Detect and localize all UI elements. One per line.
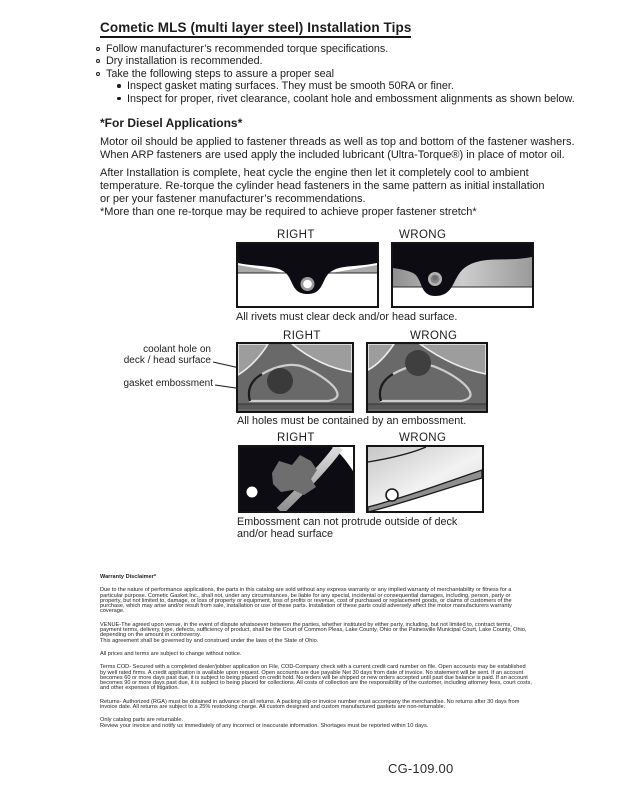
caption-line: and/or head surface — [237, 527, 334, 540]
embossment-right-diagram-image — [238, 445, 355, 513]
callout-line: coolant hole on — [143, 344, 211, 355]
venue-note: This agreement shall be governed by and construed under the laws of the State of Ohio. — [100, 637, 319, 644]
prices-paragraph: All prices and terms are subject to change without notice. — [100, 650, 242, 657]
tip-text: Inspect gasket mating surfaces. They must be smooth 50RA or finer. — [127, 80, 454, 93]
text-line: After Installation is complete, heat cycle the engine then let it completely cool to ambient — [100, 167, 529, 179]
review-invoice-note: Review your invoice and notify us immediately of any incorrect or inaccurate information. Shortages must be reported within 10 days. — [100, 722, 429, 729]
rivet-wrong-label: WRONG — [399, 229, 447, 241]
holes-right-diagram-image — [236, 342, 354, 413]
tip-sub-item — [117, 80, 575, 92]
holes-right-label: RIGHT — [283, 330, 321, 342]
filled-bullet-icon — [117, 84, 121, 88]
tip-sub-item — [117, 93, 575, 105]
open-bullet-icon — [96, 59, 100, 63]
warranty-disclaimer-heading: Warranty Disclaimer* — [100, 574, 157, 580]
diesel-paragraph-1 — [100, 136, 575, 162]
embossment-wrong-label: WRONG — [399, 432, 447, 444]
embossment-wrong-diagram-image — [366, 445, 484, 513]
terms-paragraph: Terms COD- Secured with a completed dealer/jobber application on File, COD-Company check with a current credit card number on file. Open accounts may be established by well rated firms. A credit application is available upon request. Open accounts are due payable Net 30 days from date of invoice. No statement will be sent. If an account becomes 60 or more days past due, it is subject to being placed on credit hold. No orders will be shipped or new orders accepted until past due balance is paid. If an account becomes 90 or more days past due, it is subject to being placed for collections. All costs of collection are the responsibility of the customer, including attorney fees, court costs, and other expenses of litigation. — [100, 664, 532, 692]
tip-item — [96, 43, 575, 55]
page-code: CG-109.00 — [388, 761, 454, 776]
open-bullet-icon — [96, 72, 100, 76]
open-bullet-icon — [96, 47, 100, 51]
text-line: When ARP fasteners are used apply the included lubricant (Ultra-Torque®) in place of motor oil. — [100, 149, 565, 162]
legal-fine-print — [100, 575, 533, 737]
tip-item — [96, 55, 575, 67]
holes-wrong-diagram-image — [366, 342, 488, 413]
returns-paragraph: Returns- Authorized (RGA) must be obtained in advance on all returns. A packing slip or invoice number must accompany the merchandise. No returns after 30 days from invoice date. All returns are subject to a 25% restocking charge. All custom designed and custom manufactured gaskets are non-returnable. — [100, 698, 520, 711]
filled-bullet-icon — [117, 97, 121, 101]
retorque-note: *More than one re-torque may be required to achieve proper fastener stretch* — [100, 206, 477, 218]
warranty-paragraph: Due to the nature of performance applications, the parts in this catalog are sold without any express warranty or any implied warranty of merchantability or fitness for a particular purpose. Cometic Gasket Inc., shall not, under any circumstances, be liable for any special, incidental or consequential damages, including, person, party or property, but not limited to, damage, or loss of property or equipment, loss of profits or revenue, cost of purchased or replacement goods, or claims of customers of the purchase, which may arise and/or result from sale, installation or use of these parts. Installation of these parts could adversely affect the motor manufacturers warranty coverage. — [100, 587, 512, 615]
diesel-paragraph-2 — [100, 167, 545, 207]
tip-text: Follow manufacturer’s recommended torque specifications. — [106, 43, 389, 55]
text-line: or per your fastener manufacturer’s recommendations. — [100, 193, 366, 206]
rivet-right-label: RIGHT — [277, 229, 315, 241]
tip-text: Take the following steps to assure a proper seal — [106, 67, 335, 80]
holes-caption: All holes must be contained by an embossment. — [237, 415, 467, 427]
rivet-right-diagram-image — [236, 242, 379, 308]
tip-text: Dry installation is recommended. — [106, 55, 263, 68]
holes-wrong-label: WRONG — [410, 330, 458, 342]
diesel-heading: *For Diesel Applications* — [100, 116, 243, 130]
venue-paragraph: VENUE-The agreed upon venue, in the event of dispute whatsoever between the parties, whether instituted by either party, including, but not limited to, contract terms, payment terms, delivery, type, defects, sufficiency of product, shall be the Court of Common Pleas, Lake County, Ohio or the Painesville Municipal Court, Lake County, Ohio, depending on the amount in controversy. — [100, 621, 527, 639]
tip-text: Inspect for proper, rivet clearance, coolant hole and embossment alignments as shown below. — [127, 92, 575, 105]
catalog-parts-note: Only catalog parts are returnable. — [100, 717, 184, 724]
tip-item — [96, 68, 575, 80]
caption-line: Embossment can not protrude outside of deck — [237, 516, 458, 528]
page-title: Cometic MLS (multi layer steel) Installation Tips — [100, 20, 411, 38]
text-line: temperature. Re-torque the cylinder head fasteners in the same pattern as initial installation — [100, 180, 545, 193]
rivet-caption: All rivets must clear deck and/or head surface. — [236, 311, 458, 323]
embossment-right-label: RIGHT — [277, 432, 315, 444]
coolant-hole-callout — [108, 344, 211, 366]
callout-line: deck / head surface — [123, 355, 211, 366]
gasket-embossment-callout: gasket embossment — [123, 378, 213, 389]
text-line: Motor oil should be applied to fastener threads as well as top and bottom of the fastener washers. — [100, 136, 575, 148]
rivet-wrong-diagram-image — [391, 242, 534, 308]
embossment-caption — [237, 517, 457, 540]
installation-tips-list — [96, 43, 575, 105]
